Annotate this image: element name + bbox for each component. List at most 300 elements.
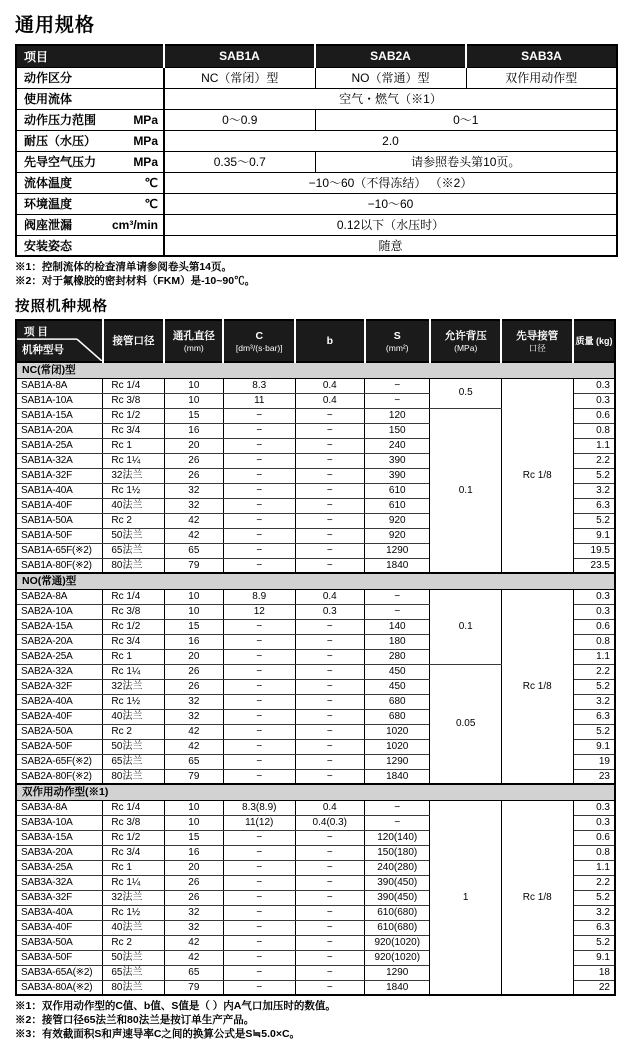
spec-label-wrap	[24, 132, 158, 149]
bore-diameter-cell: 16	[164, 845, 223, 860]
bore-diameter-cell: 42	[164, 724, 223, 739]
general-spec-header-row	[16, 45, 617, 67]
port-size-cell: 40法兰	[103, 709, 164, 724]
model-name-cell: SAB2A-15A	[16, 619, 103, 634]
model-name-cell: SAB2A-8A	[16, 589, 103, 604]
model-name-cell: SAB1A-15A	[16, 408, 103, 423]
port-size-cell: Rc 1½	[103, 694, 164, 709]
weight-cell: 19.5	[573, 543, 615, 558]
s-value-cell: −	[365, 604, 430, 619]
bore-diameter-cell: 79	[164, 558, 223, 573]
spec-unit: MPa	[133, 133, 158, 148]
weight-cell: 1.1	[573, 649, 615, 664]
header-line2: [dm³/(s·bar)]	[235, 342, 283, 353]
spec-value-cell: 0～1	[315, 109, 617, 130]
b-value-cell: −	[295, 890, 365, 905]
bore-diameter-cell: 26	[164, 875, 223, 890]
model-column-header	[573, 320, 615, 362]
pilot-port-cell: Rc 1/8	[501, 800, 573, 995]
weight-cell: 0.6	[573, 619, 615, 634]
s-value-cell: 390	[365, 453, 430, 468]
c-value-cell: −	[223, 980, 295, 995]
spec-label-wrap	[24, 111, 158, 128]
spec-label-cell	[16, 172, 164, 193]
port-size-cell: Rc 1¼	[103, 453, 164, 468]
model-name-cell: SAB3A-15A	[16, 830, 103, 845]
b-value-cell: −	[295, 709, 365, 724]
general-spec-title: 通用规格	[15, 15, 96, 36]
spec-label-wrap	[24, 153, 158, 170]
port-size-cell: Rc 3/4	[103, 845, 164, 860]
weight-cell: 0.6	[573, 408, 615, 423]
port-size-cell: 50法兰	[103, 739, 164, 754]
s-value-cell: 1290	[365, 754, 430, 769]
bore-diameter-cell: 15	[164, 830, 223, 845]
c-value-cell: −	[223, 679, 295, 694]
s-value-cell: 680	[365, 694, 430, 709]
port-size-cell: Rc 3/4	[103, 634, 164, 649]
b-value-cell: 0.3	[295, 604, 365, 619]
model-spec-title: 按照机种规格	[15, 299, 108, 316]
port-size-cell: Rc 3/8	[103, 815, 164, 830]
spec-label: 使用流体	[24, 92, 73, 106]
weight-cell: 0.8	[573, 634, 615, 649]
spec-label: 环境温度	[24, 197, 73, 211]
model-name-cell: SAB3A-65A(※2)	[16, 965, 103, 980]
b-value-cell: −	[295, 558, 365, 573]
weight-cell: 3.2	[573, 905, 615, 920]
s-value-cell: 390(450)	[365, 875, 430, 890]
header-line1: 质量 (kg)	[575, 335, 613, 346]
c-value-cell: −	[223, 935, 295, 950]
c-value-cell: −	[223, 468, 295, 483]
weight-cell: 0.3	[573, 815, 615, 830]
port-size-cell: 32法兰	[103, 468, 164, 483]
spec-label-cell	[16, 193, 164, 214]
weight-cell: 0.3	[573, 604, 615, 619]
c-value-cell: −	[223, 649, 295, 664]
b-value-cell: −	[295, 860, 365, 875]
bore-diameter-cell: 16	[164, 423, 223, 438]
model-name-cell: SAB2A-50F	[16, 739, 103, 754]
spec-label: 安装姿态	[24, 238, 73, 253]
s-value-cell: 390	[365, 468, 430, 483]
s-value-cell: 180	[365, 634, 430, 649]
section-header-row	[16, 573, 615, 589]
weight-cell: 3.2	[573, 694, 615, 709]
b-value-cell: −	[295, 875, 365, 890]
model-name-cell: SAB1A-32A	[16, 453, 103, 468]
b-value-cell: −	[295, 920, 365, 935]
general-spec-notes	[15, 261, 616, 288]
pilot-port-cell: Rc 1/8	[501, 589, 573, 784]
b-value-cell: −	[295, 498, 365, 513]
header-line2: (mm²)	[385, 342, 409, 353]
model-name-cell: SAB2A-50A	[16, 724, 103, 739]
weight-cell: 0.8	[573, 845, 615, 860]
spec-label-wrap	[24, 237, 158, 254]
s-value-cell: 450	[365, 679, 430, 694]
c-value-cell: −	[223, 498, 295, 513]
back-pressure-cell: 0.05	[430, 664, 502, 784]
weight-cell: 1.1	[573, 438, 615, 453]
model-spec-row	[16, 800, 615, 815]
port-size-cell: Rc 1½	[103, 905, 164, 920]
port-size-cell: Rc 3/4	[103, 423, 164, 438]
spec-unit: cm³/min	[111, 217, 158, 232]
c-value-cell: −	[223, 905, 295, 920]
section-title: NC(常闭)型	[16, 362, 615, 378]
weight-cell: 6.3	[573, 498, 615, 513]
port-size-cell: Rc 1/2	[103, 619, 164, 634]
spec-label: 流体温度	[24, 176, 73, 190]
spec-label-wrap	[24, 195, 158, 212]
bore-diameter-cell: 42	[164, 950, 223, 965]
column-header-sab3a: SAB3A	[466, 45, 617, 67]
bore-diameter-cell: 20	[164, 649, 223, 664]
spec-label-cell	[16, 130, 164, 151]
model-column-header	[430, 320, 502, 362]
b-value-cell: 0.4	[295, 589, 365, 604]
s-value-cell: −	[365, 800, 430, 815]
s-value-cell: −	[365, 589, 430, 604]
back-pressure-cell: 0.1	[430, 589, 502, 664]
c-value-cell: −	[223, 438, 295, 453]
s-value-cell: 680	[365, 709, 430, 724]
section-title: 双作用动作型(※1)	[16, 784, 615, 800]
general-spec-row	[16, 109, 617, 130]
port-size-cell: 65法兰	[103, 965, 164, 980]
weight-cell: 5.2	[573, 724, 615, 739]
bore-diameter-cell: 20	[164, 860, 223, 875]
general-spec-table	[15, 44, 618, 257]
s-value-cell: 280	[365, 649, 430, 664]
weight-cell: 2.2	[573, 664, 615, 679]
header-line1: 通孔直径	[172, 329, 215, 342]
s-value-cell: −	[365, 378, 430, 393]
s-value-cell: 240(280)	[365, 860, 430, 875]
s-value-cell: 1840	[365, 980, 430, 995]
bore-diameter-cell: 10	[164, 393, 223, 408]
spec-label: 先导空气压力	[24, 155, 97, 169]
bore-diameter-cell: 26	[164, 890, 223, 905]
b-value-cell: −	[295, 513, 365, 528]
weight-cell: 0.3	[573, 393, 615, 408]
c-value-cell: −	[223, 754, 295, 769]
spec-unit: ℃	[144, 196, 158, 211]
s-value-cell: 150(180)	[365, 845, 430, 860]
b-value-cell: −	[295, 528, 365, 543]
b-value-cell: −	[295, 905, 365, 920]
bore-diameter-cell: 10	[164, 378, 223, 393]
c-value-cell: −	[223, 694, 295, 709]
c-value-cell: −	[223, 920, 295, 935]
back-pressure-cell: 1	[430, 800, 502, 995]
pilot-port-cell: Rc 1/8	[501, 378, 573, 573]
section-title: NO(常通)型	[16, 573, 615, 589]
c-value-cell: −	[223, 845, 295, 860]
b-value-cell: −	[295, 769, 365, 784]
spec-value-cell: 空气・燃气（※1）	[164, 88, 617, 109]
c-value-cell: −	[223, 950, 295, 965]
s-value-cell: 1840	[365, 769, 430, 784]
weight-cell: 9.1	[573, 528, 615, 543]
model-column-header	[164, 320, 223, 362]
port-size-cell: Rc 1/2	[103, 830, 164, 845]
header-line1: C	[255, 329, 264, 342]
general-spec-row	[16, 67, 617, 88]
weight-cell: 0.6	[573, 830, 615, 845]
weight-cell: 23	[573, 769, 615, 784]
section-header-row	[16, 784, 615, 800]
spec-label-cell	[16, 151, 164, 172]
port-size-cell: 80法兰	[103, 980, 164, 995]
port-size-cell: Rc 2	[103, 513, 164, 528]
b-value-cell: 0.4(0.3)	[295, 815, 365, 830]
c-value-cell: −	[223, 769, 295, 784]
weight-cell: 22	[573, 980, 615, 995]
model-spec-notes	[15, 1000, 616, 1041]
spec-unit: ℃	[144, 175, 158, 190]
c-value-cell: −	[223, 634, 295, 649]
b-value-cell: −	[295, 468, 365, 483]
model-name-cell: SAB1A-40F	[16, 498, 103, 513]
bore-diameter-cell: 26	[164, 453, 223, 468]
model-name-cell: SAB3A-32F	[16, 890, 103, 905]
weight-cell: 9.1	[573, 950, 615, 965]
bore-diameter-cell: 26	[164, 664, 223, 679]
bore-diameter-cell: 26	[164, 468, 223, 483]
b-value-cell: −	[295, 543, 365, 558]
bore-diameter-cell: 26	[164, 679, 223, 694]
s-value-cell: 1020	[365, 724, 430, 739]
port-size-cell: Rc 1¼	[103, 875, 164, 890]
c-value-cell: −	[223, 875, 295, 890]
port-size-cell: Rc 1	[103, 438, 164, 453]
footnote: ※1：双作用动作型的C值、b值、S值是（ ）内A气口加压时的数值。	[15, 1000, 336, 1013]
weight-cell: 5.2	[573, 679, 615, 694]
back-pressure-cell: 0.1	[430, 408, 502, 573]
c-value-cell: −	[223, 558, 295, 573]
model-column-header	[295, 320, 365, 362]
b-value-cell: 0.4	[295, 800, 365, 815]
spec-value-cell: 2.0	[164, 130, 617, 151]
port-size-cell: 32法兰	[103, 679, 164, 694]
port-size-cell: Rc 3/8	[103, 393, 164, 408]
weight-cell: 5.2	[573, 935, 615, 950]
spec-label: 耐压（水压）	[24, 134, 97, 148]
bore-diameter-cell: 10	[164, 604, 223, 619]
header-line2: (mm)	[183, 342, 204, 353]
spec-label-cell	[16, 109, 164, 130]
general-spec-row	[16, 130, 617, 151]
spec-label-cell	[16, 214, 164, 235]
s-value-cell: 240	[365, 438, 430, 453]
weight-cell: 0.3	[573, 589, 615, 604]
s-value-cell: 1020	[365, 739, 430, 754]
model-name-cell: SAB1A-10A	[16, 393, 103, 408]
model-name-cell: SAB3A-25A	[16, 860, 103, 875]
spec-label-wrap	[24, 90, 158, 107]
bore-diameter-cell: 10	[164, 815, 223, 830]
corner-label-item: 项 目	[24, 326, 48, 339]
general-spec-row	[16, 193, 617, 214]
bore-diameter-cell: 32	[164, 905, 223, 920]
s-value-cell: 390(450)	[365, 890, 430, 905]
footnote: ※2：对于氟橡胶的密封材料（FKM）是-10~90℃。	[15, 274, 256, 287]
model-name-cell: SAB2A-25A	[16, 649, 103, 664]
s-value-cell: −	[365, 815, 430, 830]
model-name-cell: SAB3A-32A	[16, 875, 103, 890]
weight-cell: 19	[573, 754, 615, 769]
header-line1: 接管口径	[112, 334, 155, 347]
c-value-cell: −	[223, 664, 295, 679]
c-value-cell: 8.3(8.9)	[223, 800, 295, 815]
c-value-cell: −	[223, 513, 295, 528]
c-value-cell: −	[223, 724, 295, 739]
bore-diameter-cell: 65	[164, 754, 223, 769]
bore-diameter-cell: 16	[164, 634, 223, 649]
model-name-cell: SAB3A-8A	[16, 800, 103, 815]
spec-label-wrap	[24, 174, 158, 191]
c-value-cell: 11	[223, 393, 295, 408]
port-size-cell: 40法兰	[103, 920, 164, 935]
bore-diameter-cell: 32	[164, 498, 223, 513]
s-value-cell: 920(1020)	[365, 950, 430, 965]
corner-label-model: 机种型号	[22, 344, 64, 357]
model-name-cell: SAB2A-32A	[16, 664, 103, 679]
general-spec-row	[16, 235, 617, 256]
model-name-cell: SAB2A-20A	[16, 634, 103, 649]
s-value-cell: 450	[365, 664, 430, 679]
spec-label-wrap	[24, 69, 158, 86]
b-value-cell: −	[295, 438, 365, 453]
bore-diameter-cell: 42	[164, 513, 223, 528]
weight-cell: 3.2	[573, 483, 615, 498]
model-name-cell: SAB2A-40F	[16, 709, 103, 724]
spec-label-wrap	[24, 216, 158, 233]
spec-unit: MPa	[133, 154, 158, 169]
bore-diameter-cell: 15	[164, 408, 223, 423]
port-size-cell: Rc 1/4	[103, 589, 164, 604]
c-value-cell: −	[223, 528, 295, 543]
b-value-cell: −	[295, 845, 365, 860]
model-name-cell: SAB3A-50F	[16, 950, 103, 965]
b-value-cell: −	[295, 679, 365, 694]
bore-diameter-cell: 10	[164, 589, 223, 604]
spec-value-cell: NO（常通）型	[315, 67, 466, 88]
header-line1: 允许背压	[444, 329, 487, 342]
model-name-cell: SAB3A-20A	[16, 845, 103, 860]
bore-diameter-cell: 65	[164, 965, 223, 980]
header-line1: b	[326, 334, 333, 347]
weight-cell: 6.3	[573, 920, 615, 935]
c-value-cell: 8.9	[223, 589, 295, 604]
port-size-cell: 80法兰	[103, 558, 164, 573]
bore-diameter-cell: 15	[164, 619, 223, 634]
c-value-cell: −	[223, 453, 295, 468]
s-value-cell: 150	[365, 423, 430, 438]
b-value-cell: −	[295, 408, 365, 423]
weight-cell: 0.3	[573, 800, 615, 815]
c-value-cell: −	[223, 890, 295, 905]
b-value-cell: −	[295, 935, 365, 950]
weight-cell: 5.2	[573, 468, 615, 483]
bore-diameter-cell: 20	[164, 438, 223, 453]
spec-value-cell: 0.35～0.7	[164, 151, 315, 172]
model-spec-row	[16, 589, 615, 604]
s-value-cell: 610(680)	[365, 905, 430, 920]
model-name-cell: SAB1A-40A	[16, 483, 103, 498]
b-value-cell: −	[295, 980, 365, 995]
general-spec-row	[16, 151, 617, 172]
port-size-cell: 32法兰	[103, 890, 164, 905]
c-value-cell: −	[223, 739, 295, 754]
port-size-cell: Rc 3/8	[103, 604, 164, 619]
header-line2: 口径	[528, 342, 546, 353]
port-size-cell: Rc 1/4	[103, 378, 164, 393]
b-value-cell: −	[295, 619, 365, 634]
spec-label-cell	[16, 235, 164, 256]
model-name-cell: SAB2A-40A	[16, 694, 103, 709]
s-value-cell: 1840	[365, 558, 430, 573]
weight-cell: 18	[573, 965, 615, 980]
header-line1: S	[393, 329, 401, 342]
model-name-cell: SAB1A-80F(※2)	[16, 558, 103, 573]
b-value-cell: −	[295, 634, 365, 649]
port-size-cell: Rc 1¼	[103, 664, 164, 679]
port-size-cell: Rc 1/2	[103, 408, 164, 423]
weight-cell: 0.3	[573, 378, 615, 393]
spec-unit: MPa	[133, 112, 158, 127]
bore-diameter-cell: 32	[164, 709, 223, 724]
footnote: ※1：控制流体的检查清单请参阅卷头第14页。	[15, 261, 233, 273]
bore-diameter-cell: 79	[164, 769, 223, 784]
back-pressure-cell: 0.5	[430, 378, 502, 408]
s-value-cell: 1290	[365, 543, 430, 558]
model-name-cell: SAB2A-65F(※2)	[16, 754, 103, 769]
b-value-cell: −	[295, 423, 365, 438]
b-value-cell: −	[295, 739, 365, 754]
b-value-cell: −	[295, 649, 365, 664]
model-name-cell: SAB3A-80A(※2)	[16, 980, 103, 995]
c-value-cell: 11(12)	[223, 815, 295, 830]
c-value-cell: −	[223, 483, 295, 498]
model-column-header	[103, 320, 164, 362]
port-size-cell: 40法兰	[103, 498, 164, 513]
spec-value-cell: 双作用动作型	[466, 67, 617, 88]
model-column-header	[365, 320, 430, 362]
model-name-cell: SAB2A-80F(※2)	[16, 769, 103, 784]
spec-value-cell: 0.12以下（水压时）	[164, 214, 617, 235]
header-line2: (MPa)	[454, 342, 478, 353]
model-name-cell: SAB1A-50A	[16, 513, 103, 528]
port-size-cell: Rc 1½	[103, 483, 164, 498]
model-column-header	[501, 320, 573, 362]
c-value-cell: −	[223, 965, 295, 980]
port-size-cell: Rc 2	[103, 724, 164, 739]
model-spec-header-row	[16, 320, 615, 362]
port-size-cell: Rc 2	[103, 935, 164, 950]
spec-label: 动作压力范围	[24, 113, 97, 127]
weight-cell: 5.2	[573, 513, 615, 528]
s-value-cell: 120(140)	[365, 830, 430, 845]
c-value-cell: −	[223, 619, 295, 634]
spec-value-cell: 0～0.9	[164, 109, 315, 130]
general-spec-row	[16, 214, 617, 235]
b-value-cell: −	[295, 483, 365, 498]
model-spec-row	[16, 378, 615, 393]
